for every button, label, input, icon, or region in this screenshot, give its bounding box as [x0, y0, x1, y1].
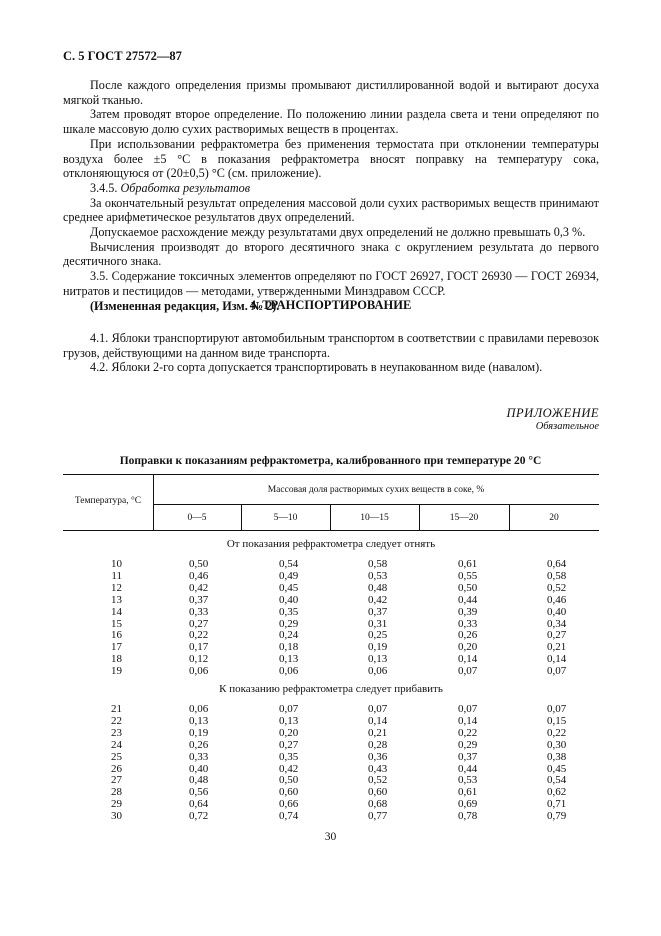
value-cell: 0,52 — [368, 774, 388, 787]
value-cell: 0,06 — [279, 665, 299, 678]
table-row — [63, 704, 599, 716]
value-cell: 0,13 — [279, 653, 299, 666]
value-cell: 0,61 — [458, 558, 478, 570]
temperature-cell: 29 — [111, 798, 122, 811]
value-cell: 0,30 — [547, 738, 567, 751]
value-cell: 0,33 — [458, 617, 478, 630]
value-cell: 0,07 — [547, 703, 567, 715]
table-row — [63, 775, 599, 787]
value-cell: 0,25 — [368, 629, 388, 642]
value-cell: 0,69 — [458, 798, 478, 811]
value-cell: 0,13 — [189, 714, 209, 727]
temperature-cell: 14 — [111, 605, 122, 618]
value-cell: 0,14 — [547, 653, 567, 666]
temperature-cell: 22 — [111, 714, 122, 727]
column-header: 20 — [549, 513, 559, 523]
value-cell: 0,40 — [547, 605, 567, 618]
amendment-note: (Измененная редакция, Изм. № 2). — [90, 298, 280, 313]
temperature-cell: 17 — [111, 641, 122, 654]
column-header: 10—15 — [360, 513, 389, 523]
temperature-cell: 25 — [111, 750, 122, 763]
table-row — [63, 728, 599, 740]
value-cell: 0,55 — [458, 569, 478, 582]
table-row — [63, 666, 599, 678]
value-cell: 0,19 — [368, 641, 388, 654]
value-cell: 0,15 — [547, 714, 567, 727]
column-header: 15—20 — [449, 513, 479, 523]
table-row — [63, 740, 599, 752]
value-cell: 0,20 — [458, 641, 478, 654]
value-cell: 0,14 — [458, 714, 478, 727]
value-cell: 0,14 — [458, 653, 478, 666]
temperature-cell: 24 — [111, 738, 122, 751]
value-cell: 0,12 — [189, 653, 209, 666]
temperature-cell: 15 — [111, 617, 122, 630]
value-cell: 0,74 — [279, 810, 299, 823]
value-cell: 0,64 — [547, 558, 567, 570]
paragraph: За окончательный результат определения массовой доли сухих растворимых веществ принимают среднее арифметическое результатов двух определений. — [63, 195, 599, 225]
table-row — [63, 595, 599, 607]
value-cell: 0,27 — [547, 629, 567, 642]
value-cell: 0,56 — [189, 786, 209, 799]
value-cell: 0,43 — [368, 762, 388, 775]
table-row — [63, 559, 599, 571]
temperature-cell: 11 — [111, 569, 122, 582]
column-header: 5—10 — [273, 513, 298, 523]
value-cell: 0,61 — [458, 786, 478, 799]
value-cell: 0,42 — [279, 762, 299, 775]
table-row — [63, 583, 599, 595]
value-cell: 0,34 — [547, 617, 567, 630]
table-row — [63, 764, 599, 776]
value-cell: 0,06 — [368, 665, 388, 678]
paragraph: 3.5. Содержание токсичных элементов определяют по ГОСТ 26927, ГОСТ 26930 — ГОСТ 26934, нитратов и пестицидов — методами, утвержденными Минздравом СССР. — [63, 269, 599, 298]
value-cell: 0,60 — [368, 786, 388, 799]
value-cell: 0,60 — [279, 786, 299, 799]
value-cell: 0,37 — [368, 605, 388, 618]
appendix-subtitle: Обязательное — [535, 421, 599, 432]
page-number: 30 — [324, 831, 337, 843]
value-cell: 0,39 — [458, 605, 478, 618]
value-cell: 0,31 — [368, 617, 388, 630]
paragraph: Затем проводят второе определение. По положению линии раздела света и тени определяют по шкале массовую долю сухих растворимых веществ в процентах. — [63, 107, 599, 137]
value-cell: 0,07 — [279, 703, 299, 715]
paragraph: После каждого определения призмы промывают дистиллированной водой и вытирают досуха мягкой тканью. — [63, 78, 599, 107]
value-cell: 0,06 — [189, 665, 209, 678]
clause-number: 3.4.5. — [90, 180, 118, 195]
paragraph-subheading — [63, 181, 599, 196]
temperature-cell: 26 — [111, 762, 122, 775]
value-cell: 0,50 — [189, 558, 209, 570]
value-cell: 0,45 — [547, 762, 567, 775]
table-row — [63, 654, 599, 666]
temperature-cell: 18 — [111, 653, 122, 666]
table-row — [63, 619, 599, 631]
temperature-cell: 21 — [111, 703, 122, 715]
body-text — [63, 78, 599, 313]
value-cell: 0,58 — [368, 558, 388, 570]
value-cell: 0,48 — [189, 774, 209, 787]
value-cell: 0,20 — [279, 726, 299, 739]
value-cell: 0,46 — [189, 569, 209, 582]
value-cell: 0,38 — [547, 750, 567, 763]
table-row — [63, 799, 599, 811]
value-cell: 0,72 — [189, 810, 209, 823]
value-cell: 0,35 — [279, 605, 299, 618]
value-cell: 0,54 — [547, 774, 567, 787]
value-cell: 0,27 — [189, 617, 209, 630]
value-cell: 0,33 — [189, 750, 209, 763]
value-cell: 0,22 — [458, 726, 478, 739]
value-cell: 0,71 — [547, 798, 567, 811]
value-cell: 0,42 — [189, 581, 209, 594]
temperature-cell: 16 — [111, 629, 122, 642]
value-cell: 0,07 — [458, 665, 478, 678]
paragraph: 4.2. Яблоки 2-го сорта допускается транспортировать в неупакованном виде (навалом). — [90, 360, 543, 375]
table-row — [63, 716, 599, 728]
value-cell: 0,66 — [279, 798, 299, 811]
subtract-label: От показания рефрактометра следует отнять — [226, 538, 436, 550]
value-cell: 0,50 — [279, 774, 299, 787]
page-header: С. 5 ГОСТ 27572—87 — [63, 49, 182, 63]
value-cell: 0,21 — [368, 726, 388, 739]
value-cell: 0,26 — [189, 738, 209, 751]
table-row — [63, 571, 599, 583]
paragraph: 4.1. Яблоки транспортируют автомобильным транспортом в соответствии с правилами перевозок грузов, действующими на данном виде транспорта. — [63, 331, 599, 360]
paragraph: Вычисления производят до второго десятичного знака с округлением результата до первого десятичного знака. — [63, 239, 599, 269]
appendix-label — [507, 406, 599, 432]
value-cell: 0,54 — [279, 558, 299, 570]
table-row — [63, 787, 599, 799]
temperature-cell: 27 — [111, 774, 122, 787]
section-title: 4. ТРАНСПОРТИРОВАНИЕ — [249, 298, 412, 312]
value-cell: 0,29 — [458, 738, 478, 751]
value-cell: 0,24 — [279, 629, 299, 642]
value-cell: 0,68 — [368, 798, 388, 811]
table-row — [63, 752, 599, 764]
temperature-cell: 30 — [111, 810, 122, 823]
value-cell: 0,17 — [189, 641, 209, 654]
value-cell: 0,79 — [547, 810, 567, 823]
table-rule-top — [63, 474, 599, 475]
correction-table — [63, 474, 599, 822]
value-cell: 0,21 — [547, 641, 567, 654]
temperature-cell: 12 — [111, 581, 122, 594]
value-cell: 0,48 — [368, 581, 388, 594]
value-cell: 0,28 — [368, 738, 388, 751]
value-cell: 0,18 — [279, 641, 299, 654]
value-cell: 0,36 — [368, 750, 388, 763]
table-row — [63, 607, 599, 619]
value-cell: 0,62 — [547, 786, 567, 799]
value-cell: 0,53 — [458, 774, 478, 787]
value-cell: 0,06 — [189, 703, 209, 715]
value-cell: 0,26 — [458, 629, 478, 642]
column-header: 0—5 — [187, 513, 207, 523]
paragraph: Допускаемое расхождение между результатами двух определений не должно превышать 0,3 %. — [90, 225, 586, 240]
value-cell: 0,44 — [458, 593, 478, 606]
table-rule-group — [153, 504, 599, 505]
value-cell: 0,22 — [189, 629, 209, 642]
value-cell: 0,64 — [189, 798, 209, 811]
value-cell: 0,53 — [368, 569, 388, 582]
table-row — [63, 630, 599, 642]
value-cell: 0,52 — [547, 581, 567, 594]
value-cell: 0,07 — [547, 665, 567, 678]
temperature-header: Температура, °С — [74, 496, 142, 506]
temperature-cell: 19 — [111, 665, 122, 678]
table-rule-header — [63, 530, 599, 531]
value-cell: 0,58 — [547, 569, 567, 582]
value-cell: 0,42 — [368, 593, 388, 606]
value-cell: 0,35 — [279, 750, 299, 763]
value-cell: 0,07 — [458, 703, 478, 715]
table-row — [63, 811, 599, 823]
value-cell: 0,44 — [458, 762, 478, 775]
value-cell: 0,40 — [279, 593, 299, 606]
temperature-cell: 10 — [111, 558, 122, 570]
value-cell: 0,14 — [368, 714, 388, 727]
temperature-cell: 23 — [111, 726, 122, 739]
temperature-cell: 13 — [111, 593, 122, 606]
value-cell: 0,33 — [189, 605, 209, 618]
value-cell: 0,46 — [547, 593, 567, 606]
table-row — [63, 642, 599, 654]
table-title: Поправки к показаниям рефрактометра, калиброванного при температуре 20 °С — [119, 455, 542, 467]
value-cell: 0,13 — [279, 714, 299, 727]
section-text — [63, 331, 599, 375]
appendix-title: ПРИЛОЖЕНИЕ — [506, 406, 599, 420]
temperature-cell: 28 — [111, 786, 122, 799]
value-cell: 0,27 — [279, 738, 299, 751]
value-cell: 0,13 — [368, 653, 388, 666]
clause-title: Обработка результатов — [120, 180, 251, 195]
value-cell: 0,07 — [368, 703, 388, 715]
value-cell: 0,37 — [189, 593, 209, 606]
value-cell: 0,50 — [458, 581, 478, 594]
value-cell: 0,77 — [368, 810, 388, 823]
value-cell: 0,40 — [189, 762, 209, 775]
value-cell: 0,45 — [279, 581, 299, 594]
value-cell: 0,22 — [547, 726, 567, 739]
group-header: Массовая доля растворимых сухих веществ в соке, % — [267, 485, 485, 495]
value-cell: 0,78 — [458, 810, 478, 823]
value-cell: 0,49 — [279, 569, 299, 582]
paragraph: При использовании рефрактометра без применения термостата при отклонении температуры воздуха более ±5 °С в показания рефрактометра вносят поправку на температуру сока, отклоняющуюся от (20±0,5) °С (см. приложение). — [63, 136, 599, 181]
add-label: К показанию рефрактометра следует прибавить — [219, 683, 443, 695]
value-cell: 0,37 — [458, 750, 478, 763]
value-cell: 0,29 — [279, 617, 299, 630]
value-cell: 0,19 — [189, 726, 209, 739]
